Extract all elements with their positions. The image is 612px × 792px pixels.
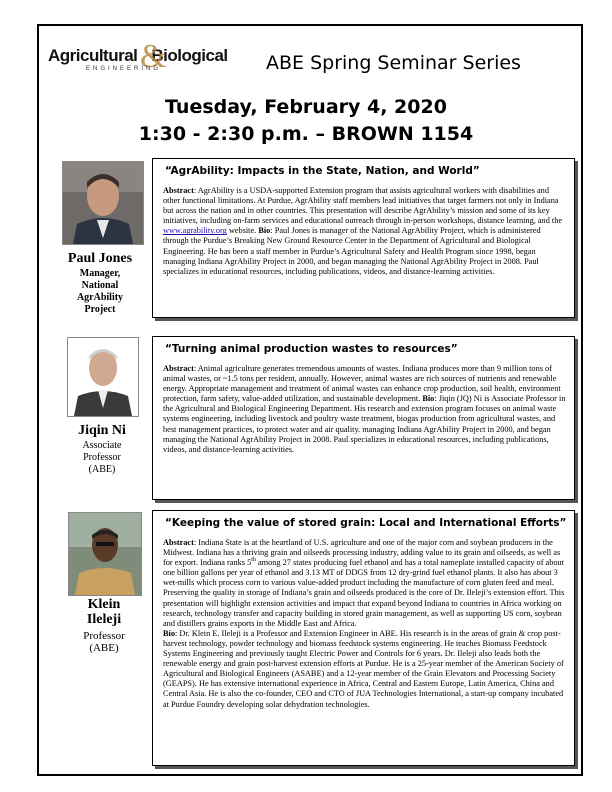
talk-title: “Keeping the value of stored grain: Local and International Efforts” xyxy=(165,517,567,529)
speaker-name-paul-jones: Paul Jones xyxy=(67,251,133,266)
abe-logo xyxy=(48,38,228,78)
talk-title: “Turning animal production wastes to resources” xyxy=(165,343,458,355)
talk-abstract: Abstract: Indiana State is at the heartland of U.S. agriculture and one of the major corn and soybean producers in the Midwest. Indiana has a thriving grain and oilseeds processing industry, adding value to its grain and oilseeds, as well as for export. Indiana ranks 5th among 27 states producing fuel ethanol and has a total nameplate installed capacity of about one billion gallons per year of ethanol and 3.13 MT of DDGS from 12 dry-grind fuel ethanol plants. It also has about 3 wet-mills which process corn to various value-added product including the manufacture of corn gluten feed and meal. Preserving the quality in storage of Indiana’s grain and oilseeds produced is the core of Dr. Ileleji’s extension effort. This presentation will highlight extension activities and impact that expand beyond Indiana to countries in Africa working on research, technology transfer and capacity building in stored grain management, as well as supporting US corn, soybean and distillers grains exports in the Middle East and Africa. Bio: Dr. Klein E. Ileleji is a Professor and Extension Engineer in ABE. His research is in the areas of grain & crop post-harvest technology, powder technology and biomass feedstock systems engineering. He teaches Biomass Feedstock Systems Engineering and previously taught Electric Power and Controls for 6 years. Dr. Ileleji also leads both the renewable energy and grain post-harvest extension efforts at Purdue. He is a 25-year member of the American Society of Agricultural and Biological Engineers (ASABE) and a 12-year member of the Grain Elevators and Processing Society (GEAPS). He has extensive international experience in Africa, Central and Eastern Europe, Latin America, China and Central Asia. He is also the co-founder, CEO and CTO of JUA Technologies International, a start-up company incubated at Purdue Foundry developing solar dehydration technologies. xyxy=(163,538,565,709)
speaker-photo-klein-ileleji xyxy=(68,512,142,596)
speaker-role-jiqin-ni: Associate Professor (ABE) xyxy=(82,440,122,475)
logo-subtitle: ENGINEERING xyxy=(86,66,162,72)
speaker-role-paul-jones: Manager, National AgrAbility Project xyxy=(76,268,124,315)
speaker-role-klein-ileleji: Professor (ABE) xyxy=(83,630,125,654)
seminar-time-location: 1:30 - 2:30 p.m. – BROWN 1154 xyxy=(138,123,474,145)
talk-abstract: Abstract: AgrAbility is a USDA-supported Extension program that assists agricultural workers with disabilities and other functional limitations. At Purdue, AgrAbility staff members lead initiatives that target farmers not only in Indiana but across the nation and in other countries. This presentation will describe AgrAbility’s mission and some of its key initiatives, including on-farm services and educational outreach through in-person workshops, distance learning, and the www.agrability.org website. Bio: Paul Jones is manager of the National AgrAbility Project, which is administered through the Purdue’s Breaking New Ground Resource Center in the Department of Agricultural and Biological Engineering. He has been a staff member in Purdue’s Agricultural Safety and Health Program since 1998, began managing Indiana AgrAbility Project in 2000, and began managing the National AgrAbility Project in 2008. Paul specializes in educational resources, including publications, videos, and distance-learning activities. xyxy=(163,186,563,276)
speaker-name-klein-ileleji: Klein Ileleji xyxy=(86,597,122,627)
talk-abstract: Abstract: Animal agriculture generates tremendous amounts of wastes. Indiana produces more than 9 million tons of animal wastes, or ~1.5 tons per resident, annually. However, animal wastes are rich sources of nutrients and renewable energy. Appropriate management and treatment of animal wastes can enhance crop production, soil health, environment protection, farm safety, value-added utilization, and sustainable development. Bio: Jiqin (JQ) Ni is Associate Professor in the Agricultural and Biological Engineering Department. His research and extension program focuses on animal waste systems engineering, including livestock and poultry waste treatment, biogas production from agricultural wastes, and best management practices, to protect water and air quality. managing Indiana AgrAbility Project in 2000, and began managing the National AgrAbility Project in 2008. Paul specializes in educational resources, including publications, videos, and distance-learning activities. xyxy=(163,364,566,454)
agrability-link[interactable]: www.agrability.org xyxy=(163,226,227,236)
logo-ampersand: & xyxy=(140,38,167,75)
talk-card-agrability xyxy=(152,158,575,318)
talk-title: “AgrAbility: Impacts in the State, Nation, and World” xyxy=(165,165,480,177)
seminar-date: Tuesday, February 4, 2020 xyxy=(165,96,447,118)
speaker-photo-paul-jones xyxy=(62,161,144,245)
talk-card-stored-grain xyxy=(152,510,575,766)
series-title: ABE Spring Seminar Series xyxy=(266,52,521,74)
talk-card-animal-wastes xyxy=(152,336,575,500)
logo-wordmark: Agricultural Biological xyxy=(48,46,228,65)
speaker-photo-jiqin-ni xyxy=(67,337,139,417)
speaker-name-jiqin-ni: Jiqin Ni xyxy=(78,423,126,438)
